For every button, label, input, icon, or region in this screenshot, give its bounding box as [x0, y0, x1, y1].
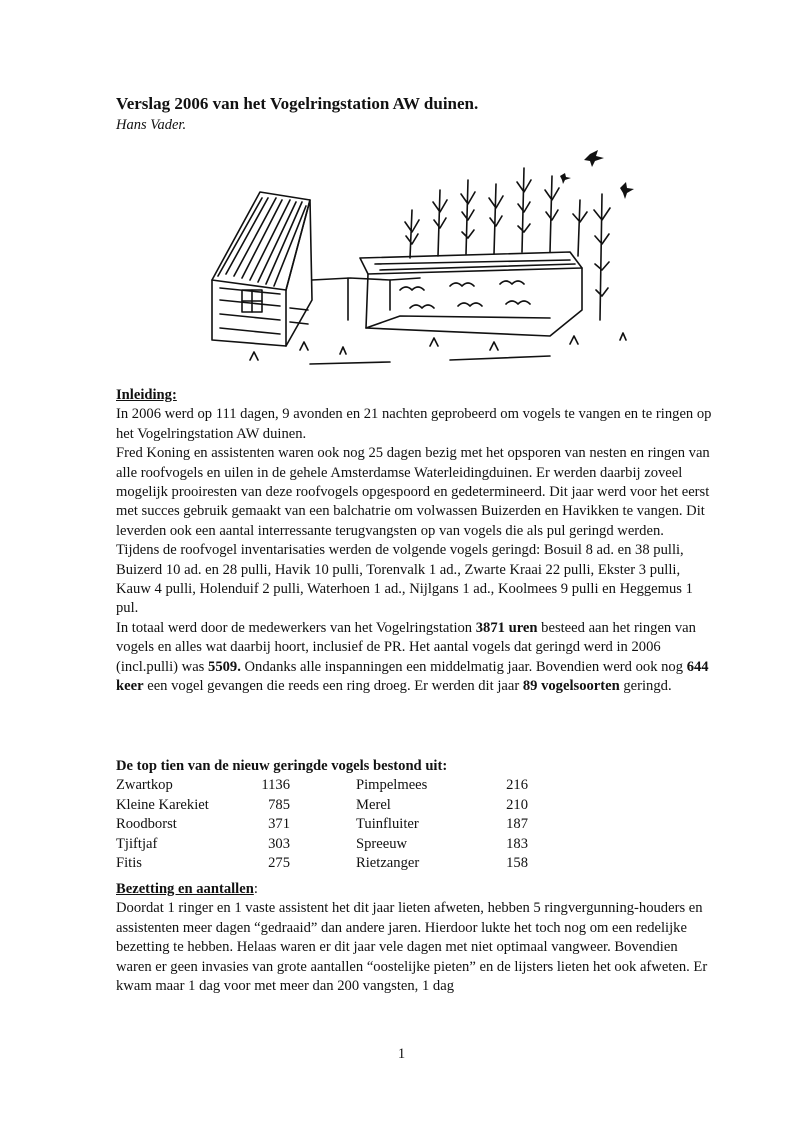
- recaptures-total: 644 keer: [116, 658, 709, 695]
- table-row: [116, 854, 528, 873]
- bezetting-section: [116, 880, 716, 996]
- p4-text-c: besteed aan het ringen van vogels en alles wat daarbij hoort, inclusief de PR. Het aantal vogels dat geringd werd in 2006 (incl.pulli) was: [116, 619, 696, 675]
- hours-total: 3871 uren: [475, 619, 538, 636]
- top10-table: [116, 776, 528, 873]
- birds-ringed-total: 5509.: [208, 658, 241, 675]
- intro-paragraph-3: Tijdens de roofvogel inventarisaties werden de volgende vogels geringd: Bosuil 8 ad. en 38 pulli, Buizerd 10 ad. en 28 pulli, Havik 10 pulli, Torenvalk 1 ad., Zwarte Kraai 22 pulli, Ekster 3 pulli, Kauw 4 pulli, Holenduif 2 pulli, Waterhoen 1 ad., Nijlgans 1 ad., Koolmees 9 pulli en Heggemus 1 pul.: [116, 542, 693, 617]
- bird-count-left: 371: [268, 816, 290, 833]
- page-number: 1: [397, 1046, 406, 1062]
- bird-count-right: 187: [506, 816, 528, 833]
- bird-count-left: 785: [268, 796, 290, 813]
- bird-name-left: Zwartkop: [116, 777, 173, 794]
- bird-name-right: Rietzanger: [356, 855, 420, 872]
- table-row: [116, 776, 528, 795]
- bird-name-left: Roodborst: [116, 816, 177, 833]
- ringing-station-illustration: [190, 140, 690, 380]
- bird-count-right: 183: [506, 835, 528, 852]
- bezetting-heading-line: [116, 880, 716, 899]
- p4-text-e: Ondanks alle inspanningen een middelmatig jaar. Bovendien werd ook nog: [240, 658, 687, 675]
- table-row: [116, 815, 528, 834]
- top10-section: [116, 757, 716, 873]
- table-row: [116, 835, 528, 854]
- bird-count-right: 210: [506, 796, 528, 813]
- p4-text-i: geringd.: [619, 678, 672, 695]
- bird-count-right: 216: [506, 777, 528, 794]
- bird-name-right: Merel: [356, 796, 391, 813]
- bird-name-right: Spreeuw: [356, 835, 408, 852]
- bird-name-right: Tuinfluiter: [356, 816, 419, 833]
- bird-name-right: Pimpelmees: [356, 777, 428, 794]
- bird-name-left: Fitis: [116, 855, 142, 872]
- bezetting-paragraph-1: Doordat 1 ringer en 1 vaste assistent het dit jaar lieten afweten, hebben 5 ringvergunning-houders en assistenten meer dagen “gedraaid” dan andere jaren. Hierdoor lukte het toch nog om een redelijke bezetting te hebben. Helaas waren er dit jaar vele dagen met niet optimaal vangweer. Bovendien waren er geen invasies van grote aantallen “oostelijke pieten” en de lijsters lieten het ook afweten. Er kwam maar 1 dag voor met meer dan 200 vangsten, 1 dag: [116, 900, 708, 995]
- bird-count-right: 158: [506, 855, 528, 872]
- intro-paragraph-2: Fred Koning en assistenten waren ook nog 25 dagen bezig met het opsporen van nesten en ringen van alle roofvogels en uilen in de gehele Amsterdamse Waterleidingduinen. Er werden daarbij zoveel mogelijk prooiresten van deze roofvogels opgespoord en gedetermineerd. Dit jaar werd voor het eerst met succes gebruik gemaakt van een balchatrie om volwassen Buizerden en Havikken te vangen. Dit leverden ook een aantal interressante terugvangsten op van vogels die als pul geringd werden.: [116, 445, 710, 539]
- intro-paragraph-1: In 2006 werd op 111 dagen, 9 avonden en 21 nachten geprobeerd om vogels te vangen en te ringen op het Vogelringstation AW duinen.: [116, 406, 712, 442]
- top10-heading: De top tien van de nieuw geringde vogels bestond uit:: [116, 758, 448, 774]
- intro-paragraph-4: [116, 619, 716, 697]
- bird-count-left: 303: [268, 835, 290, 852]
- intro-heading: Inleiding:: [116, 387, 177, 403]
- page-title: Verslag 2006 van het Vogelringstation AW duinen.: [116, 94, 479, 113]
- bird-name-left: Kleine Karekiet: [116, 796, 209, 813]
- bird-name-left: Tjiftjaf: [116, 835, 158, 852]
- bird-count-left: 275: [268, 855, 290, 872]
- intro-section: [116, 386, 716, 697]
- author-name: Hans Vader.: [116, 117, 187, 133]
- p4-text-a: In totaal werd door de medewerkers van het Vogelringstation: [116, 619, 476, 636]
- bezetting-heading-colon: :: [253, 881, 258, 897]
- p4-text-g: een vogel gevangen die reeds een ring droeg. Er werden dit jaar: [143, 678, 523, 695]
- species-total: 89 vogelsoorten: [522, 678, 620, 695]
- bird-count-left: 1136: [261, 777, 290, 794]
- bezetting-heading: Bezetting en aantallen: [116, 881, 254, 897]
- table-row: [116, 796, 528, 815]
